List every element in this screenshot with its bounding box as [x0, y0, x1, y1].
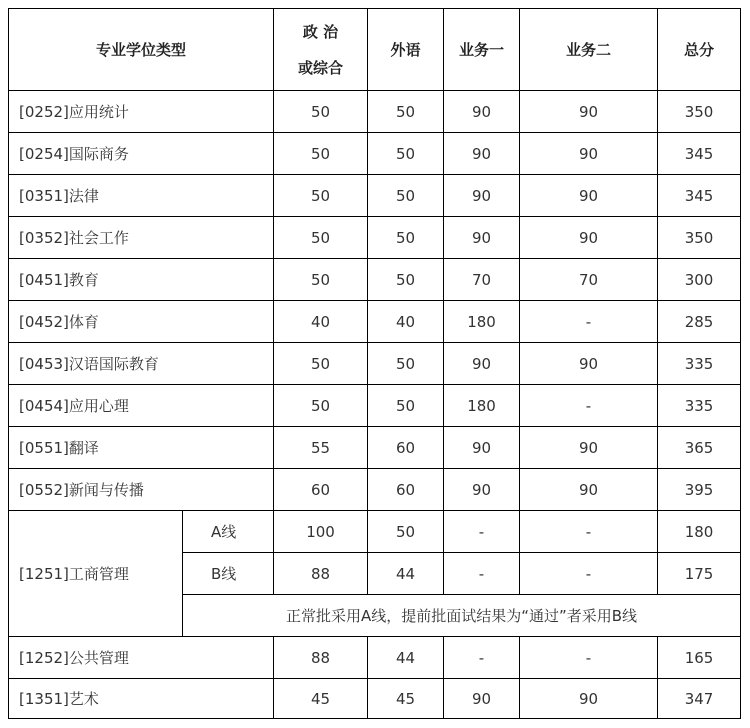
- table-row: [9, 637, 741, 679]
- mba-b-subject2: -: [520, 553, 658, 595]
- row-politics: 88: [274, 637, 368, 679]
- row-subject2: 90: [520, 679, 658, 719]
- row-subject2: 90: [520, 217, 658, 259]
- row-total: 365: [658, 427, 741, 469]
- row-subject2: 90: [520, 91, 658, 133]
- mba-b-politics: 88: [274, 553, 368, 595]
- row-subject2: -: [520, 637, 658, 679]
- header-language: 外语: [368, 9, 444, 91]
- row-subject2: 90: [520, 133, 658, 175]
- row-subject2: 90: [520, 343, 658, 385]
- mba-a-subject1: -: [444, 511, 520, 553]
- row-name: [0452]体育: [9, 301, 274, 343]
- row-politics: 40: [274, 301, 368, 343]
- row-name: [0552]新闻与传播: [9, 469, 274, 511]
- row-subject1: 90: [444, 133, 520, 175]
- row-name: [0551]翻译: [9, 427, 274, 469]
- row-name: [0252]应用统计: [9, 91, 274, 133]
- row-total: 285: [658, 301, 741, 343]
- row-language: 50: [368, 217, 444, 259]
- row-name: [0352]社会工作: [9, 217, 274, 259]
- header-politics-line2: 或综合: [298, 58, 344, 77]
- row-language: 40: [368, 301, 444, 343]
- row-language: 44: [368, 637, 444, 679]
- row-subject2: -: [520, 385, 658, 427]
- row-name: [0453]汉语国际教育: [9, 343, 274, 385]
- row-total: 335: [658, 343, 741, 385]
- row-name: [0454]应用心理: [9, 385, 274, 427]
- header-row: [9, 9, 741, 91]
- row-language: 50: [368, 133, 444, 175]
- table-row: [9, 217, 741, 259]
- row-total: 300: [658, 259, 741, 301]
- row-total: 345: [658, 133, 741, 175]
- row-language: 50: [368, 175, 444, 217]
- row-name: [1252]公共管理: [9, 637, 274, 679]
- mba-a-subject2: -: [520, 511, 658, 553]
- mba-b-subject1: -: [444, 553, 520, 595]
- row-subject1: 90: [444, 427, 520, 469]
- row-subject1: 70: [444, 259, 520, 301]
- row-total: 165: [658, 637, 741, 679]
- row-politics: 50: [274, 133, 368, 175]
- mba-name: [1251]工商管理: [9, 511, 183, 637]
- table-row: [9, 259, 741, 301]
- row-subject1: 90: [444, 217, 520, 259]
- row-politics: 50: [274, 175, 368, 217]
- mba-line-b-label: B线: [183, 553, 274, 595]
- row-politics: 55: [274, 427, 368, 469]
- row-subject1: 90: [444, 91, 520, 133]
- row-total: 335: [658, 385, 741, 427]
- row-language: 50: [368, 91, 444, 133]
- row-subject1: 90: [444, 469, 520, 511]
- table-row: [9, 91, 741, 133]
- row-name: [1351]艺术: [9, 679, 274, 719]
- row-language: 50: [368, 343, 444, 385]
- row-politics: 50: [274, 259, 368, 301]
- row-subject1: 90: [444, 679, 520, 719]
- header-politics-line1: 政 治: [302, 22, 339, 41]
- header-politics: [274, 9, 368, 91]
- table-row: [9, 385, 741, 427]
- row-language: 60: [368, 427, 444, 469]
- row-name: [0451]教育: [9, 259, 274, 301]
- row-language: 50: [368, 259, 444, 301]
- row-name: [0351]法律: [9, 175, 274, 217]
- mba-a-politics: 100: [274, 511, 368, 553]
- mba-line-a-label: A线: [183, 511, 274, 553]
- mba-a-total: 180: [658, 511, 741, 553]
- mba-note: 正常批采用A线，提前批面试结果为“通过”者采用B线: [183, 595, 741, 637]
- row-politics: 50: [274, 91, 368, 133]
- row-language: 60: [368, 469, 444, 511]
- row-total: 345: [658, 175, 741, 217]
- row-language: 45: [368, 679, 444, 719]
- row-language: 50: [368, 385, 444, 427]
- row-subject1: 180: [444, 301, 520, 343]
- table-row: [9, 133, 741, 175]
- row-total: 350: [658, 91, 741, 133]
- mba-a-language: 50: [368, 511, 444, 553]
- row-subject2: -: [520, 301, 658, 343]
- table-row: [9, 469, 741, 511]
- row-politics: 50: [274, 385, 368, 427]
- row-politics: 45: [274, 679, 368, 719]
- mba-row-a: [9, 511, 741, 553]
- row-subject2: 90: [520, 469, 658, 511]
- row-total: 350: [658, 217, 741, 259]
- header-subject1: 业务一: [444, 9, 520, 91]
- table-row: [9, 175, 741, 217]
- row-politics: 50: [274, 217, 368, 259]
- header-total: 总分: [658, 9, 741, 91]
- score-table: [8, 8, 741, 719]
- row-subject1: 180: [444, 385, 520, 427]
- header-subject2: 业务二: [520, 9, 658, 91]
- row-subject2: 70: [520, 259, 658, 301]
- table-row: [9, 427, 741, 469]
- table-row: [9, 343, 741, 385]
- mba-b-language: 44: [368, 553, 444, 595]
- row-subject2: 90: [520, 175, 658, 217]
- row-subject1: 90: [444, 343, 520, 385]
- row-subject1: -: [444, 637, 520, 679]
- mba-b-total: 175: [658, 553, 741, 595]
- row-total: 347: [658, 679, 741, 719]
- row-politics: 60: [274, 469, 368, 511]
- row-name: [0254]国际商务: [9, 133, 274, 175]
- row-subject2: 90: [520, 427, 658, 469]
- row-subject1: 90: [444, 175, 520, 217]
- header-type: 专业学位类型: [9, 9, 274, 91]
- row-total: 395: [658, 469, 741, 511]
- row-politics: 50: [274, 343, 368, 385]
- table-row: [9, 301, 741, 343]
- table-row: [9, 679, 741, 719]
